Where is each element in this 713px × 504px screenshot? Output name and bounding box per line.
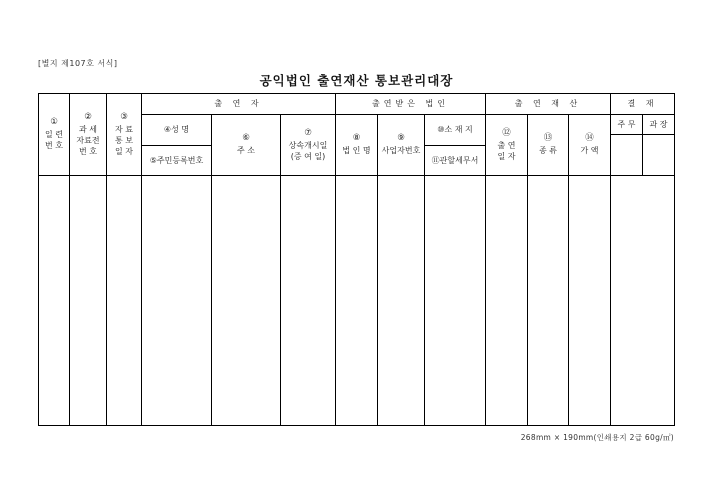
col-business-number [378,115,424,175]
page-title: 공익법인 출연재산 통보관리대장 [259,73,454,88]
col-serial-number [39,94,69,175]
col-label: 자 료 통 보 일 자 [115,124,133,157]
group-header-recipient: 출연받은 법인 [372,99,449,109]
col-donor-name: ④성 명 [163,125,190,135]
register-table [38,93,675,426]
approval-role-chief: 과 장 [649,119,668,129]
col-tax-transfer-number [70,94,106,175]
approval-signature-box[interactable] [643,135,674,175]
col-notice-date [107,94,141,175]
col-number: ① [50,117,58,128]
col-property-value [569,115,610,175]
col-label: 주 소 [237,146,255,156]
paper-spec-note: 268mm × 190mm(인쇄용지 2급 60g/㎡) [520,433,674,442]
form-number-label: [별지 제107호 서식] [38,59,118,68]
col-number: ⑭ [585,133,594,144]
approval-role-manager: 주 무 [617,119,636,129]
col-label: 상속개시일 (증 여 일) [288,140,328,161]
col-number: ⑫ [502,127,511,138]
col-label: 과 세 자료전 번 호 [76,124,100,157]
register-entries-area [39,176,674,425]
col-inheritance-date [281,115,335,175]
group-header-property: 출 연 재 산 [514,99,582,109]
col-address [212,115,280,175]
col-number: ⑧ [352,133,361,144]
col-label: 일 련 번 호 [45,130,63,151]
col-label: 종 류 [539,146,557,156]
col-label: 사업자번호 [381,146,421,156]
col-resident-number: ⑤주민등록번호 [149,155,204,165]
group-header-donor: 출 연 자 [214,99,263,109]
col-number: ⑨ [397,133,405,144]
col-tax-office: ⑪관할세무서 [431,155,479,165]
approval-signature-box[interactable] [611,135,642,175]
col-number: ② [84,111,92,122]
col-number: ⑦ [304,127,312,138]
col-corporation-name [336,115,377,175]
col-label: 가 액 [580,146,599,156]
col-number: ⑬ [543,133,553,144]
col-property-type [528,115,568,175]
col-label: 출 연 일 자 [497,140,516,161]
col-number: ⑥ [242,133,250,144]
col-label: 법 인 명 [342,146,371,156]
col-number: ③ [120,111,128,122]
col-location: ⑩소 재 지 [437,125,473,135]
col-donation-date [486,115,527,175]
group-header-approval: 결 재 [627,99,658,109]
